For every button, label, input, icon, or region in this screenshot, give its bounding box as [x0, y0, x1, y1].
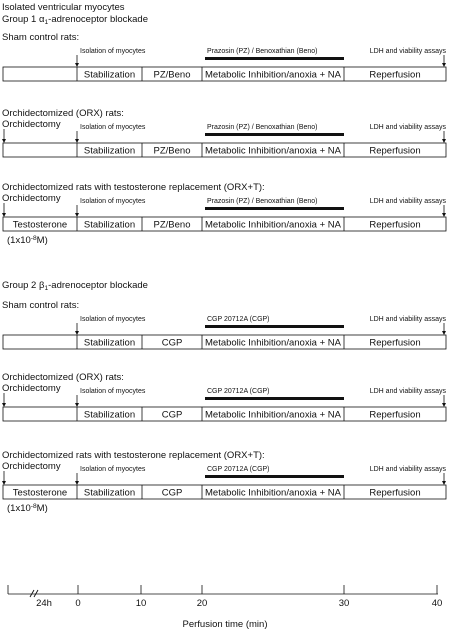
isolation-label: Isolation of myocytes — [80, 316, 146, 323]
assays-label: LDH and viability assays — [369, 124, 446, 131]
section-title: Orchidectomized (ORX) rats: — [2, 108, 124, 119]
assays-arrow — [442, 473, 446, 485]
metabolic-cell: Metabolic Inhibition/anoxia + NA — [205, 145, 341, 157]
drug-bar — [205, 475, 344, 478]
metabolic-cell: Metabolic Inhibition/anoxia + NA — [205, 219, 341, 231]
testosterone-cell: Testosterone — [12, 487, 68, 499]
assays-arrow — [442, 55, 446, 67]
section-title: Sham control rats: — [2, 300, 80, 311]
metabolic-cell: Metabolic Inhibition/anoxia + NA — [205, 69, 341, 81]
isolation-label: Isolation of myocytes — [80, 48, 146, 55]
axis-break — [34, 590, 38, 597]
axis-tick-label: 30 — [338, 598, 350, 609]
drug-cell: CGP — [161, 409, 183, 421]
stabilization-cell: Stabilization — [83, 219, 136, 231]
drug-cell: PZ/Beno — [153, 219, 191, 231]
drug-label: CGP 20712A (CGP) — [207, 316, 270, 323]
section-title: Orchidectomized (ORX) rats: — [2, 372, 124, 383]
assays-label: LDH and viability assays — [369, 388, 446, 395]
stabilization-cell: Stabilization — [83, 409, 136, 421]
axis-break — [30, 590, 34, 597]
drug-bar — [205, 133, 344, 136]
assays-label: LDH and viability assays — [369, 198, 446, 205]
drug-label: CGP 20712A (CGP) — [207, 466, 270, 473]
assays-arrow — [442, 131, 446, 143]
stabilization-cell: Stabilization — [83, 337, 136, 349]
assays-arrow — [442, 395, 446, 407]
metabolic-cell: Metabolic Inhibition/anoxia + NA — [205, 337, 341, 349]
testosterone-concentration: $(1x10^{-8}M)$ — [7, 503, 48, 514]
orchidectomy-label: Orchidectomy — [2, 461, 61, 472]
drug-cell: PZ/Beno — [153, 145, 191, 157]
axis-break-label: 24h — [36, 598, 52, 609]
reperfusion-cell: Reperfusion — [369, 145, 421, 157]
orchidectomy-arrow — [2, 471, 6, 485]
isolation-label: Isolation of myocytes — [80, 198, 146, 205]
orchidectomy-arrow — [2, 129, 6, 143]
metabolic-cell: Metabolic Inhibition/anoxia + NA — [205, 487, 341, 499]
orchidectomy-label: Orchidectomy — [2, 193, 61, 204]
reperfusion-cell: Reperfusion — [369, 219, 421, 231]
axis-tick-label: 40 — [431, 598, 443, 609]
isolation-label: Isolation of myocytes — [80, 466, 146, 473]
header-title: Isolated ventricular myocytes — [2, 2, 125, 13]
isolation-arrow — [75, 323, 79, 335]
drug-label: Prazosin (PZ) / Benoxathian (Beno) — [207, 198, 318, 205]
drug-label: CGP 20712A (CGP) — [207, 388, 270, 395]
isolation-arrow — [75, 55, 79, 67]
testosterone-concentration: $(1x10^{-8}M)$ — [7, 235, 48, 246]
isolation-arrow — [75, 205, 79, 217]
axis-title: Perfusion time (min) — [182, 619, 268, 629]
stabilization-cell: Stabilization — [83, 487, 136, 499]
orchidectomy-label: Orchidectomy — [2, 383, 61, 394]
group-1-title: Group 1 $\alpha_1$-adrenoceptor blockade — [2, 14, 148, 26]
stabilization-cell: Stabilization — [83, 145, 136, 157]
isolation-arrow — [75, 473, 79, 485]
section-title: Orchidectomized rats with testosterone replacement (ORX+T): — [2, 182, 265, 193]
reperfusion-cell: Reperfusion — [369, 69, 421, 81]
drug-bar — [205, 397, 344, 400]
drug-cell: CGP — [161, 337, 183, 349]
drug-cell: CGP — [161, 487, 183, 499]
orchidectomy-arrow — [2, 393, 6, 407]
orchidectomy-label: Orchidectomy — [2, 119, 61, 130]
assays-label: LDH and viability assays — [369, 466, 446, 473]
group-2-title: Group 2 $\beta_1$-adrenoceptor blockade — [2, 280, 148, 292]
isolation-arrow — [75, 131, 79, 143]
drug-bar — [205, 57, 344, 60]
isolation-arrow — [75, 395, 79, 407]
isolation-label: Isolation of myocytes — [80, 388, 146, 395]
drug-label: Prazosin (PZ) / Benoxathian (Beno) — [207, 124, 318, 131]
assays-arrow — [442, 323, 446, 335]
drug-bar — [205, 325, 344, 328]
assays-arrow — [442, 205, 446, 217]
reperfusion-cell: Reperfusion — [369, 409, 421, 421]
stabilization-cell: Stabilization — [83, 69, 136, 81]
drug-label: Prazosin (PZ) / Benoxathian (Beno) — [207, 48, 318, 55]
drug-cell: PZ/Beno — [153, 69, 191, 81]
drug-bar — [205, 207, 344, 210]
assays-label: LDH and viability assays — [369, 316, 446, 323]
orchidectomy-arrow — [2, 203, 6, 217]
reperfusion-cell: Reperfusion — [369, 487, 421, 499]
assays-label: LDH and viability assays — [369, 48, 446, 55]
section-title: Orchidectomized rats with testosterone replacement (ORX+T): — [2, 450, 265, 461]
axis-tick-label: 20 — [196, 598, 208, 609]
metabolic-cell: Metabolic Inhibition/anoxia + NA — [205, 409, 341, 421]
axis-tick-label: 10 — [135, 598, 147, 609]
axis-tick-label: 0 — [75, 598, 81, 609]
section-title: Sham control rats: — [2, 32, 80, 43]
isolation-label: Isolation of myocytes — [80, 124, 146, 131]
reperfusion-cell: Reperfusion — [369, 337, 421, 349]
testosterone-cell: Testosterone — [12, 219, 68, 231]
